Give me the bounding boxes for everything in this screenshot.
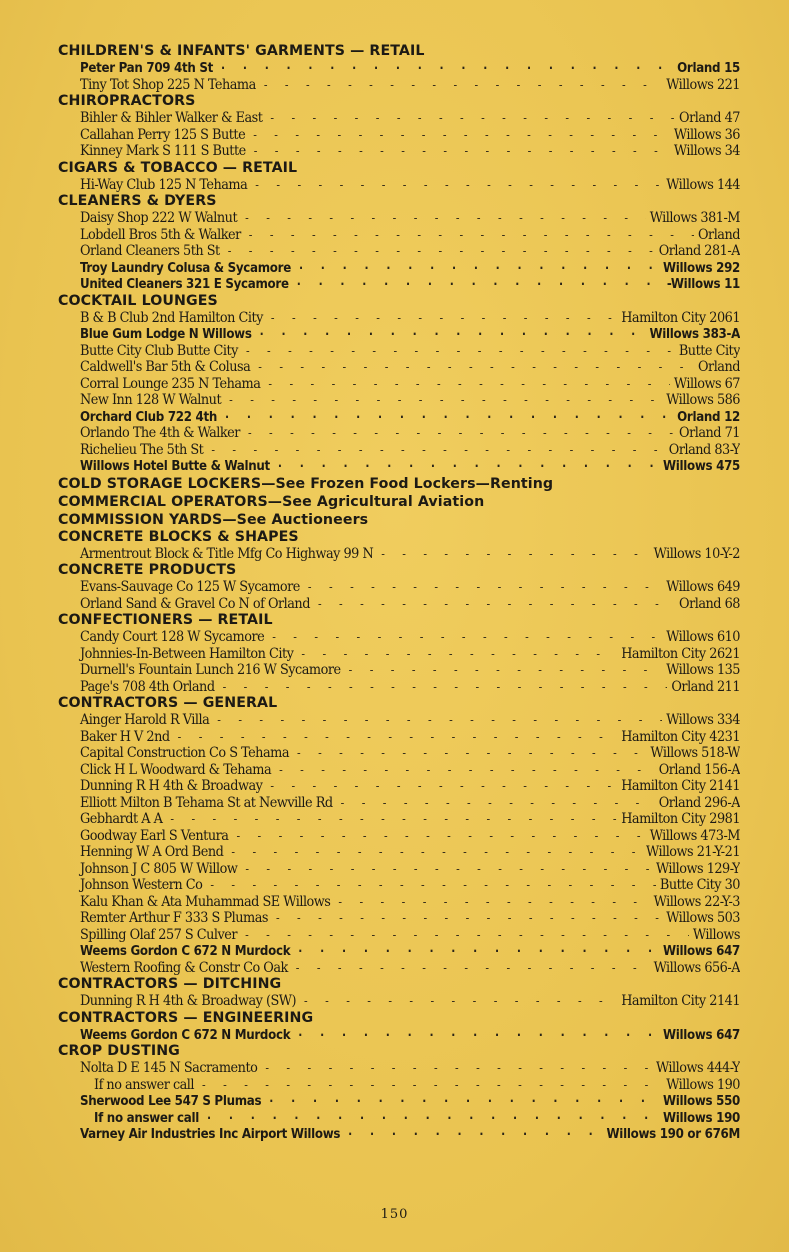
dot-leader	[304, 993, 617, 1010]
business-name-address: Remter Arthur F 333 S Plumas	[80, 910, 268, 926]
business-name-address: Peter Pan 709 4th St	[80, 61, 213, 76]
phone-exchange-number: -Willows 11	[666, 277, 740, 292]
phone-exchange-number: Willows 647	[662, 944, 740, 959]
dot-leader	[246, 343, 675, 360]
phone-exchange-number: Orland 83-Y	[668, 441, 740, 458]
phone-exchange-number: Willows 144	[666, 176, 740, 193]
category-section	[58, 43, 740, 93]
listing-entry	[58, 662, 740, 679]
business-name-address: Troy Laundry Colusa & Sycamore	[80, 260, 291, 276]
business-name-address: Corral Lounge 235 N Tehama	[80, 375, 261, 392]
category-section	[58, 529, 740, 563]
business-name-address: Page's 708 4th Orland	[80, 678, 215, 695]
dot-leader	[211, 442, 664, 459]
category-section	[58, 695, 740, 976]
business-name-address: Kinney Mark S 111 S Butte	[80, 143, 246, 159]
listing-entry	[58, 927, 740, 944]
business-name-address: United Cleaners 321 E Sycamore	[80, 277, 289, 292]
business-name-address: Orchard Club 722 4th	[80, 409, 218, 425]
listing-entry	[58, 260, 740, 277]
category-section	[58, 160, 740, 194]
category-section	[58, 1043, 740, 1143]
category-heading: CONFECTIONERS — RETAIL	[58, 612, 273, 628]
phone-exchange-number: Willows 292	[662, 260, 740, 276]
listing-entry	[58, 646, 740, 663]
category-cross-reference: COLD STORAGE LOCKERS—See Frozen Food Lockers—Renting	[58, 475, 554, 492]
listing-entry	[58, 894, 740, 911]
category-cross-reference: COMMERCIAL OPERATORS—See Agricultural Aviation	[58, 493, 485, 510]
category-cross-reference: COMMISSION YARDS—See Auctioneers	[58, 511, 369, 528]
business-name-address: Elliott Milton B Tehama St at Newville Rd	[80, 794, 333, 811]
dot-leader	[245, 927, 689, 944]
business-name-address: Sherwood Lee 547 S Plumas	[80, 1094, 262, 1109]
dot-leader	[253, 127, 670, 144]
business-name-address: Johnson J C 805 W Willow	[80, 860, 238, 877]
dot-leader	[308, 579, 662, 596]
dot-leader	[245, 210, 646, 227]
listing-entry	[58, 960, 740, 977]
phone-exchange-number: Willows 381-M	[649, 210, 740, 226]
listing-entry	[58, 177, 740, 194]
business-name-address: Hi-Way Club 125 N Tehama	[80, 176, 248, 193]
category-section	[58, 476, 740, 493]
business-name-address: Candy Court 128 W Sycamore	[80, 629, 265, 645]
dot-leader	[299, 260, 659, 277]
listing-entry	[58, 127, 740, 144]
business-name-address: Western Roofing & Constr Co Oak	[80, 959, 288, 976]
phone-exchange-number: Willows 36	[673, 126, 740, 143]
listing-entry	[58, 745, 740, 762]
dot-leader	[276, 910, 662, 927]
dot-leader	[236, 828, 645, 845]
listing-entry	[58, 811, 740, 828]
phone-exchange-number: Willows	[692, 926, 740, 943]
business-name-address: Ainger Harold R Villa	[80, 712, 210, 728]
business-name-address: Goodway Earl S Ventura	[80, 827, 229, 844]
dot-leader	[170, 811, 617, 828]
phone-exchange-number: Willows 656-A	[653, 959, 740, 976]
phone-exchange-number: Orland 156-A	[658, 761, 740, 778]
listing-entry	[58, 828, 740, 845]
business-name-address: Orlando The 4th & Walker	[80, 425, 240, 441]
category-section	[58, 93, 740, 160]
dot-leader	[270, 110, 675, 127]
dot-leader	[210, 877, 656, 894]
directory-page	[58, 43, 740, 1143]
dot-leader	[265, 1060, 652, 1077]
dot-leader	[348, 1126, 602, 1143]
listing-entry	[58, 795, 740, 812]
business-name-address: Durnell's Fountain Lunch 216 W Sycamore	[80, 662, 341, 678]
category-heading: CONCRETE BLOCKS & SHAPES	[58, 528, 299, 545]
business-name-address: Johnson Western Co	[80, 877, 203, 893]
phone-exchange-number: Willows 221	[666, 76, 740, 93]
dot-leader	[245, 861, 652, 878]
dot-leader	[202, 1077, 662, 1094]
phone-exchange-number: Hamilton City 4231	[621, 728, 740, 745]
phone-exchange-number: Willows 473-M	[649, 827, 740, 844]
phone-exchange-number: Orland 12	[677, 409, 740, 425]
dot-leader	[269, 1093, 659, 1110]
business-name-address: Bihler & Bihler Walker & East	[80, 110, 263, 126]
listing-entry	[58, 910, 740, 927]
dot-leader	[248, 425, 675, 442]
category-heading: CONTRACTORS — DITCHING	[58, 976, 282, 992]
phone-exchange-number: Willows 550	[662, 1094, 740, 1109]
dot-leader	[270, 778, 617, 795]
dot-leader	[260, 326, 646, 343]
listing-entry	[58, 1110, 740, 1127]
alternate-call-note: If no answer call	[94, 1076, 195, 1093]
category-heading: CLEANERS & DYERS	[58, 193, 217, 209]
phone-exchange-number: Willows 475	[662, 459, 740, 474]
dot-leader	[298, 1027, 659, 1044]
business-name-address: Butte City Club Butte City	[80, 342, 238, 359]
business-name-address: Tiny Tot Shop 225 N Tehama	[80, 76, 256, 93]
business-name-address: Weems Gordon C 672 N Murdock	[80, 1027, 291, 1043]
business-name-address: Daisy Shop 222 W Walnut	[80, 210, 238, 226]
dot-leader	[298, 943, 659, 960]
listing-entry	[58, 1060, 740, 1077]
listing-entry	[58, 1093, 740, 1110]
phone-exchange-number: Willows 503	[666, 910, 740, 926]
business-name-address: Armentrout Block & Title Mfg Co Highway 99 N	[80, 545, 374, 562]
dot-leader	[338, 894, 649, 911]
business-name-address: Click H L Woodward & Tehama	[80, 761, 272, 778]
business-name-address: Evans-Sauvage Co 125 W Sycamore	[80, 579, 300, 595]
business-name-address: Blue Gum Lodge N Willows	[80, 327, 252, 342]
business-name-address: Lobdell Bros 5th & Walker	[80, 226, 241, 243]
business-name-address: Caldwell's Bar 5th & Colusa	[80, 359, 251, 375]
dot-leader	[296, 960, 650, 977]
listing-entry	[58, 60, 740, 77]
listing-entry	[58, 143, 740, 160]
category-heading: CONTRACTORS — GENERAL	[58, 695, 278, 711]
dot-leader	[341, 795, 655, 812]
category-section	[58, 512, 740, 529]
business-name-address: Orland Sand & Gravel Co N of Orland	[80, 595, 310, 612]
business-name-address: Kalu Khan & Ata Muhammad SE Willows	[80, 893, 331, 910]
business-name-address: Gebhardt A A	[80, 811, 163, 827]
business-name-address: Capital Construction Co S Tehama	[80, 745, 289, 761]
business-name-address: Willows Hotel Butte & Walnut	[80, 459, 270, 474]
phone-exchange-number: Orland 47	[679, 110, 740, 126]
dot-leader	[223, 679, 668, 696]
business-name-address: Nolta D E 145 N Sacramento	[80, 1060, 258, 1076]
dot-leader	[381, 546, 649, 563]
phone-exchange-number: Willows 190	[662, 1110, 740, 1126]
listing-entry	[58, 243, 740, 260]
dot-leader	[207, 1110, 659, 1127]
dot-leader	[249, 227, 694, 244]
phone-exchange-number: Willows 34	[673, 143, 740, 159]
listing-entry	[58, 343, 740, 360]
phone-exchange-number: Orland 68	[679, 595, 740, 612]
listing-entry	[58, 210, 740, 227]
listing-entry	[58, 596, 740, 613]
business-name-address: Henning W A Ord Bend	[80, 844, 224, 860]
phone-exchange-number: Hamilton City 2141	[621, 778, 740, 794]
business-name-address: Weems Gordon C 672 N Murdock	[80, 944, 291, 959]
dot-leader	[271, 310, 617, 327]
dot-leader	[268, 376, 670, 393]
category-heading: CONTRACTORS — ENGINEERING	[58, 1009, 314, 1026]
category-section	[58, 612, 740, 695]
dot-leader	[255, 177, 662, 194]
phone-exchange-number: Willows 190 or 676M	[606, 1127, 740, 1142]
phone-exchange-number: Willows 22-Y-3	[653, 893, 740, 910]
listing-entry	[58, 326, 740, 343]
listing-entry	[58, 762, 740, 779]
listing-entry	[58, 712, 740, 729]
business-name-address: Spilling Olaf 257 S Culver	[80, 926, 238, 943]
phone-exchange-number: Willows 21-Y-21	[646, 844, 740, 860]
listing-entry	[58, 425, 740, 442]
phone-exchange-number: Willows 10-Y-2	[653, 545, 740, 562]
dot-leader	[297, 276, 663, 293]
phone-exchange-number: Willows 518-W	[650, 745, 740, 761]
business-name-address: Johnnies-In-Between Hamilton City	[80, 645, 294, 662]
dot-leader	[301, 646, 617, 663]
category-heading: COCKTAIL LOUNGES	[58, 292, 218, 309]
listing-entry	[58, 679, 740, 696]
business-name-address: Dunning R H 4th & Broadway	[80, 778, 263, 794]
phone-exchange-number: Willows 190	[666, 1076, 740, 1093]
business-name-address: New Inn 128 W Walnut	[80, 392, 222, 408]
listing-entry	[58, 376, 740, 393]
dot-leader	[258, 359, 694, 376]
phone-exchange-number: Orland	[698, 359, 740, 375]
dot-leader	[264, 77, 662, 94]
category-heading: CIGARS & TOBACCO — RETAIL	[58, 159, 298, 176]
phone-exchange-number: Hamilton City 2621	[621, 645, 740, 662]
listing-entry	[58, 227, 740, 244]
business-name-address: Richelieu The 5th St	[80, 441, 204, 458]
phone-exchange-number: Willows 647	[662, 1027, 740, 1043]
business-name-address: Orland Cleaners 5th St	[80, 243, 220, 259]
phone-exchange-number: Hamilton City 2981	[621, 811, 740, 827]
phone-exchange-number: Willows 586	[666, 392, 740, 408]
phone-exchange-number: Hamilton City 2141	[621, 993, 740, 1009]
business-name-address: Varney Air Industries Inc Airport Willows	[80, 1127, 341, 1142]
phone-exchange-number: Willows 129-Y	[655, 860, 740, 877]
category-section	[58, 293, 740, 475]
dot-leader	[254, 143, 670, 160]
listing-entry	[58, 877, 740, 894]
listing-entry	[58, 409, 740, 426]
listing-entry	[58, 77, 740, 94]
dot-leader	[318, 596, 675, 613]
listing-entry	[58, 546, 740, 563]
phone-exchange-number: Orland 281-A	[658, 243, 740, 259]
dot-leader	[217, 712, 662, 729]
category-heading: CROP DUSTING	[58, 1043, 180, 1059]
alternate-call-note: If no answer call	[94, 1110, 199, 1126]
listing-entry	[58, 629, 740, 646]
phone-exchange-number: Hamilton City 2061	[621, 309, 740, 326]
phone-exchange-number: Willows 444-Y	[655, 1060, 740, 1076]
category-section	[58, 1010, 740, 1044]
dot-leader	[231, 844, 642, 861]
dot-leader	[225, 409, 673, 426]
phone-exchange-number: Orland 15	[677, 61, 740, 76]
page-number: 150	[380, 1207, 409, 1222]
phone-exchange-number: Butte City	[678, 342, 740, 359]
dot-leader	[228, 243, 655, 260]
listing-entry	[58, 458, 740, 475]
phone-exchange-number: Orland	[698, 226, 740, 243]
category-section	[58, 494, 740, 511]
listing-entry	[58, 310, 740, 327]
dot-leader	[349, 662, 663, 679]
phone-exchange-number: Willows 135	[666, 662, 740, 678]
category-section	[58, 976, 740, 1010]
listing-entry	[58, 276, 740, 293]
category-heading: CHILDREN'S & INFANTS' GARMENTS — RETAIL	[58, 43, 425, 59]
category-heading: CHIROPRACTORS	[58, 93, 196, 109]
listing-entry	[58, 943, 740, 960]
phone-exchange-number: Butte City 30	[659, 877, 740, 893]
listing-entry	[58, 579, 740, 596]
listing-entry	[58, 729, 740, 746]
listing-entry	[58, 778, 740, 795]
listing-entry	[58, 1126, 740, 1143]
dot-leader	[178, 729, 618, 746]
phone-exchange-number: Willows 610	[666, 629, 740, 645]
phone-exchange-number: Orland 71	[679, 425, 740, 441]
business-name-address: Dunning R H 4th & Broadway (SW)	[80, 993, 297, 1009]
phone-exchange-number: Willows 649	[666, 579, 740, 595]
business-name-address: Baker H V 2nd	[80, 728, 170, 745]
listing-entry	[58, 1077, 740, 1094]
dot-leader	[297, 745, 646, 762]
listing-entry	[58, 442, 740, 459]
listing-entry	[58, 844, 740, 861]
phone-exchange-number: Willows 383-A	[649, 327, 740, 342]
listing-entry	[58, 110, 740, 127]
category-heading: CONCRETE PRODUCTS	[58, 562, 237, 578]
category-section	[58, 193, 740, 293]
business-name-address: B & B Club 2nd Hamilton City	[80, 309, 263, 326]
phone-exchange-number: Willows 67	[673, 375, 740, 392]
business-name-address: Callahan Perry 125 S Butte	[80, 126, 246, 143]
dot-leader	[278, 458, 659, 475]
dot-leader	[221, 60, 673, 77]
listing-entry	[58, 861, 740, 878]
phone-exchange-number: Orland 296-A	[658, 794, 740, 811]
listing-entry	[58, 392, 740, 409]
listing-entry	[58, 359, 740, 376]
listing-entry	[58, 993, 740, 1010]
phone-exchange-number: Willows 334	[666, 712, 740, 728]
listing-entry	[58, 1027, 740, 1044]
phone-exchange-number: Orland 211	[671, 678, 740, 695]
dot-leader	[272, 629, 662, 646]
dot-leader	[229, 392, 662, 409]
dot-leader	[279, 762, 655, 779]
category-section	[58, 562, 740, 612]
